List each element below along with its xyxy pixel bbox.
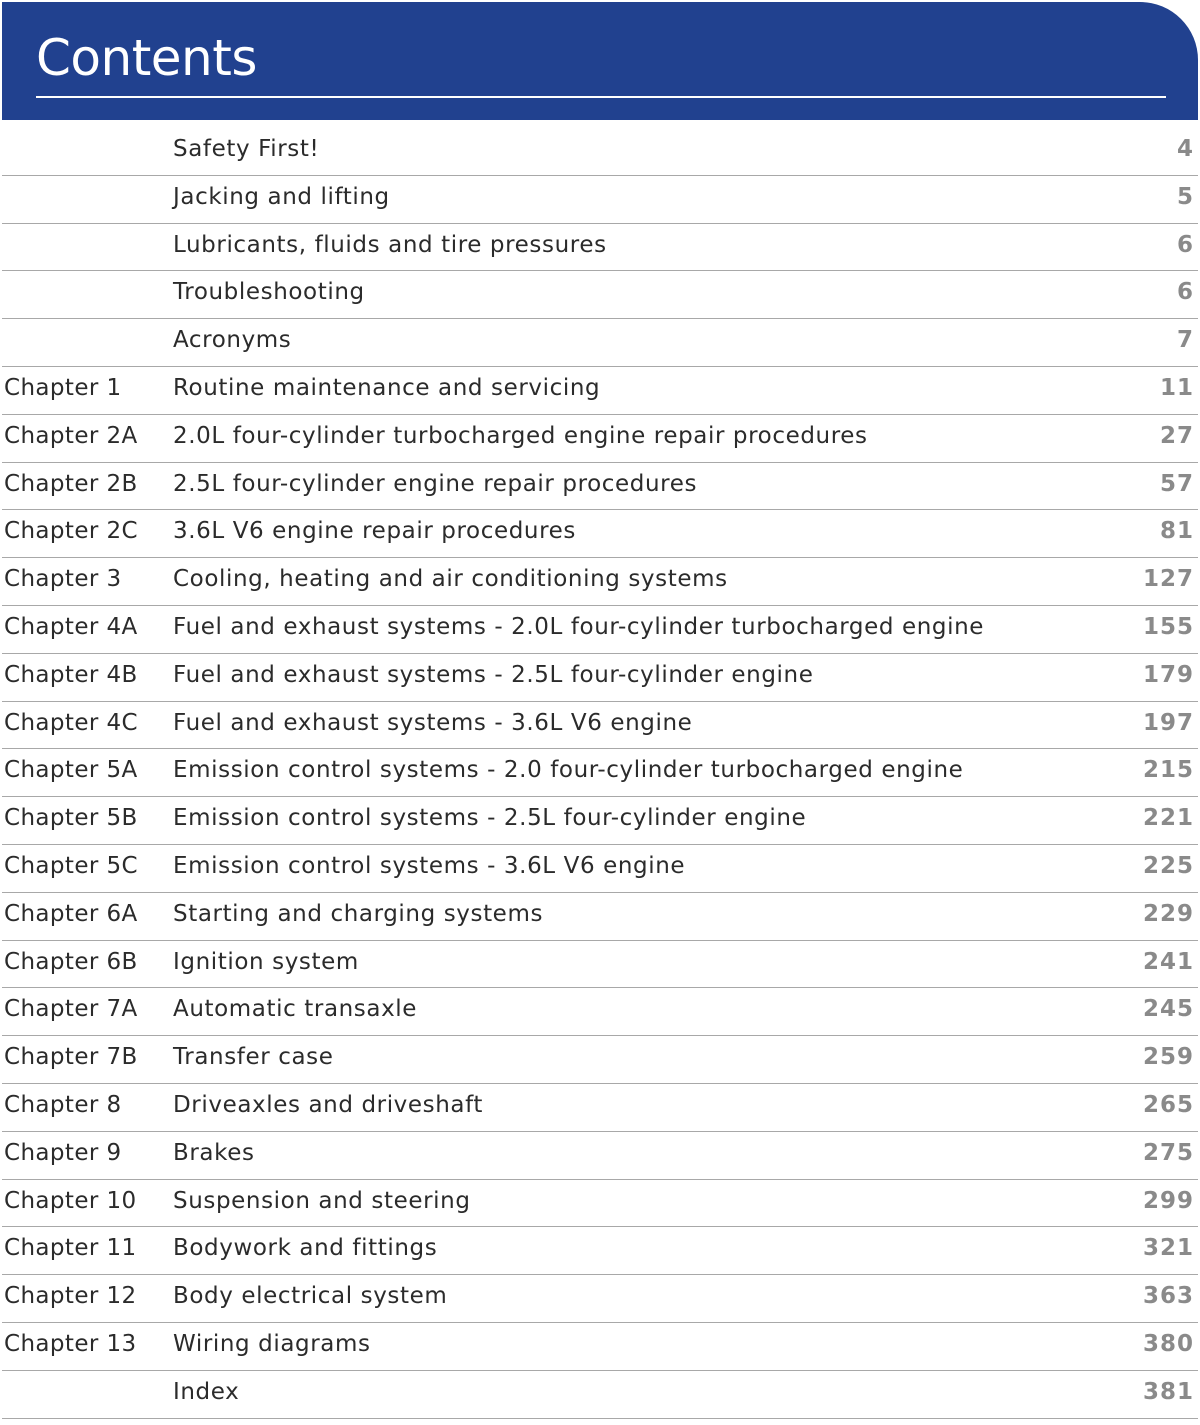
entry-title: Ignition system <box>173 948 359 975</box>
page-number: 265 <box>1142 1091 1194 1118</box>
chapter-label: Chapter 1 <box>4 374 122 401</box>
chapter-label: Chapter 11 <box>4 1235 137 1262</box>
page-number: 27 <box>1159 422 1194 449</box>
chapter-label: Chapter 10 <box>4 1187 137 1214</box>
page-number: 5 <box>1176 183 1194 210</box>
chapter-label: Chapter 2C <box>4 518 138 545</box>
page-number: 197 <box>1142 709 1194 736</box>
entry-title: Wiring diagrams <box>173 1330 371 1357</box>
toc-row[interactable] <box>2 845 1198 893</box>
toc-row[interactable] <box>2 415 1198 463</box>
page-number: 381 <box>1142 1378 1194 1405</box>
page-number: 11 <box>1159 374 1194 401</box>
page-number: 245 <box>1142 996 1194 1023</box>
chapter-label: Chapter 4A <box>4 613 138 640</box>
entry-title: Emission control systems - 2.5L four-cylinder engine <box>173 805 807 832</box>
entry-title: Driveaxles and driveshaft <box>173 1091 484 1118</box>
toc-row[interactable] <box>2 1323 1198 1371</box>
page-number: 259 <box>1142 1044 1194 1071</box>
chapter-label: Chapter 5B <box>4 805 138 832</box>
toc-row[interactable] <box>2 1036 1198 1084</box>
page-number: 155 <box>1142 613 1194 640</box>
toc-row[interactable] <box>2 893 1198 941</box>
entry-title: Emission control systems - 3.6L V6 engine <box>173 852 686 879</box>
entry-title: Bodywork and fittings <box>173 1235 438 1262</box>
page-number: 229 <box>1142 900 1194 927</box>
entry-title: Safety First! <box>173 136 320 162</box>
entry-title: Lubricants, fluids and tire pressures <box>173 231 607 258</box>
page-number: 6 <box>1176 231 1194 258</box>
page-number: 57 <box>1159 470 1194 497</box>
chapter-label: Chapter 4B <box>4 661 138 688</box>
chapter-label: Chapter 13 <box>4 1330 137 1357</box>
toc-row[interactable] <box>2 797 1198 845</box>
header-rule <box>36 96 1166 98</box>
toc-row[interactable] <box>2 1084 1198 1132</box>
toc-row[interactable] <box>2 606 1198 654</box>
page-number: 127 <box>1142 566 1194 593</box>
entry-title: 3.6L V6 engine repair procedures <box>173 518 576 545</box>
toc-row[interactable] <box>2 1180 1198 1228</box>
entry-title: Brakes <box>173 1139 255 1166</box>
toc-row[interactable] <box>2 224 1198 272</box>
entry-title: Fuel and exhaust systems - 3.6L V6 engine <box>173 709 693 736</box>
toc-row[interactable] <box>2 463 1198 511</box>
entry-title: Fuel and exhaust systems - 2.0L four-cylinder turbocharged engine <box>173 613 985 640</box>
chapter-label: Chapter 4C <box>4 709 138 736</box>
chapter-label: Chapter 6B <box>4 948 138 975</box>
entry-title: Body electrical system <box>173 1283 448 1310</box>
entry-title: Emission control systems - 2.0 four-cylinder turbocharged engine <box>173 757 964 784</box>
entry-title: Routine maintenance and servicing <box>173 374 601 401</box>
chapter-label: Chapter 12 <box>4 1283 137 1310</box>
page-number: 215 <box>1142 757 1194 784</box>
chapter-label: Chapter 8 <box>4 1091 122 1118</box>
entry-title: Troubleshooting <box>173 279 365 306</box>
toc-row[interactable] <box>2 176 1198 224</box>
toc-row[interactable] <box>2 988 1198 1036</box>
entry-title: Jacking and lifting <box>173 183 390 210</box>
chapter-label: Chapter 5C <box>4 852 138 879</box>
page-number: 6 <box>1176 279 1194 306</box>
page-number: 7 <box>1176 327 1194 354</box>
toc-row[interactable] <box>2 1132 1198 1180</box>
chapter-label: Chapter 2B <box>4 470 138 497</box>
entry-title: Fuel and exhaust systems - 2.5L four-cylinder engine <box>173 661 814 688</box>
page-number: 4 <box>1176 136 1194 162</box>
chapter-label: Chapter 5A <box>4 757 138 784</box>
toc-row[interactable] <box>2 367 1198 415</box>
entry-title: Transfer case <box>173 1044 334 1071</box>
toc-row[interactable] <box>2 510 1198 558</box>
entry-title: Acronyms <box>173 327 292 354</box>
page-number: 363 <box>1142 1283 1194 1310</box>
toc-row[interactable] <box>2 941 1198 989</box>
toc-row[interactable] <box>2 654 1198 702</box>
entry-title: Cooling, heating and air conditioning systems <box>173 566 728 593</box>
table-of-contents <box>2 128 1198 1419</box>
toc-row[interactable] <box>2 128 1198 176</box>
page-title: Contents <box>36 29 257 87</box>
page-number: 81 <box>1159 518 1194 545</box>
page-number: 321 <box>1142 1235 1194 1262</box>
entry-title: 2.5L four-cylinder engine repair procedures <box>173 470 698 497</box>
page-number: 241 <box>1142 948 1194 975</box>
toc-row[interactable] <box>2 1227 1198 1275</box>
page-number: 380 <box>1142 1330 1194 1357</box>
toc-row[interactable] <box>2 749 1198 797</box>
chapter-label: Chapter 2A <box>4 422 138 449</box>
page-number: 225 <box>1142 852 1194 879</box>
toc-row[interactable] <box>2 558 1198 606</box>
toc-row[interactable] <box>2 1371 1198 1419</box>
chapter-label: Chapter 6A <box>4 900 138 927</box>
contents-header <box>2 2 1198 120</box>
chapter-label: Chapter 9 <box>4 1139 122 1166</box>
toc-row[interactable] <box>2 271 1198 319</box>
page-number: 275 <box>1142 1139 1194 1166</box>
toc-row[interactable] <box>2 702 1198 750</box>
page-number: 179 <box>1142 661 1194 688</box>
page-number: 299 <box>1142 1187 1194 1214</box>
entry-title: Starting and charging systems <box>173 900 544 927</box>
chapter-label: Chapter 3 <box>4 566 122 593</box>
entry-title: Automatic transaxle <box>173 996 418 1023</box>
toc-row[interactable] <box>2 319 1198 367</box>
entry-title: Suspension and steering <box>173 1187 471 1214</box>
chapter-label: Chapter 7B <box>4 1044 138 1071</box>
chapter-label: Chapter 7A <box>4 996 138 1023</box>
toc-row[interactable] <box>2 1275 1198 1323</box>
page-number: 221 <box>1142 805 1194 832</box>
entry-title: Index <box>173 1378 240 1405</box>
entry-title: 2.0L four-cylinder turbocharged engine repair procedures <box>173 422 868 449</box>
